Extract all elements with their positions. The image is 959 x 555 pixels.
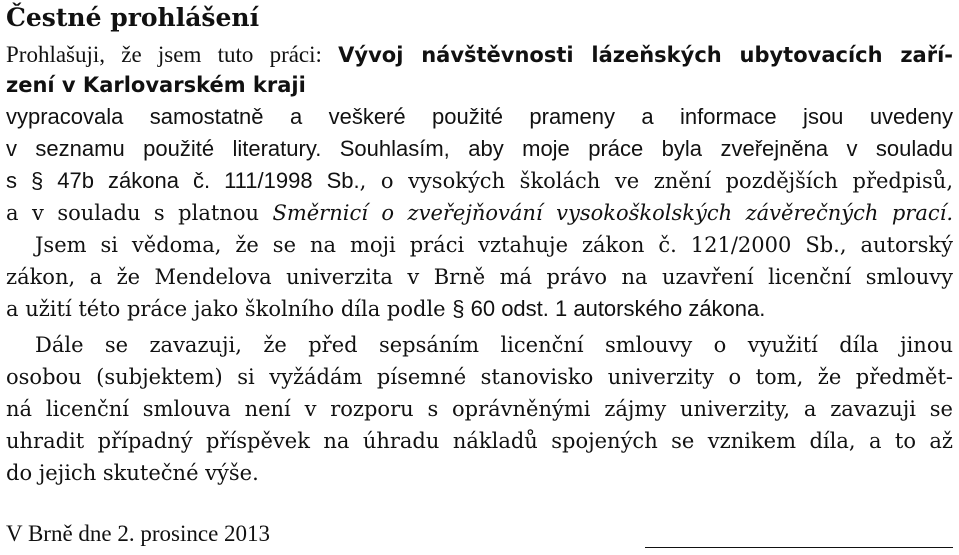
paragraph-line: uhradit případný příspěvek na úhradu nákladů spojených se vznikem díla, a to až	[6, 429, 953, 453]
paragraph-line	[6, 166, 953, 196]
paragraph-line: ná licenční smlouva není v rozporu s oprávněnými zájmy univerzity, a zavazuji se	[6, 397, 953, 421]
signature-line	[645, 547, 953, 548]
paragraph-line	[6, 40, 953, 70]
paragraph-line	[35, 230, 953, 260]
paragraph-line: osobou (subjektem) si vyžádám písemné stanovisko univerzity o tom, že předmět-	[6, 365, 953, 389]
paragraph-line: zákon, a že Mendelova univerzita v Brně má právo na uzavření licenční smlouvy	[6, 265, 953, 289]
paragraph-line: vypracovala samostatně a veškeré použité prameny a informace jsou uvedeny	[6, 104, 953, 129]
text-run: s § 47b zákona č. 111/1998 Sb.	[6, 168, 360, 193]
paragraph-line: do jejich skutečné výše.	[6, 461, 259, 485]
text-run: § 60 odst. 1 autorského zákona.	[452, 296, 766, 321]
thesis-title-continued: zení v Karlovarském kraji	[6, 73, 306, 97]
text-run: Prohlašuji, že jsem tuto práci:	[6, 42, 339, 67]
text-run: a v souladu s platnou	[6, 201, 273, 225]
paragraph-line	[6, 198, 953, 228]
directive-title: Směrnicí o zveřejňování vysokoškolských závěrečných prací.	[272, 201, 953, 225]
paragraph-line	[6, 70, 953, 100]
text-run: Jsem si vědoma, že se na moji práci vztahuje zákon č. 121/2000 Sb.	[35, 233, 840, 257]
paragraph-line	[6, 294, 953, 324]
text-run: a užití této práce jako školního díla podle	[6, 297, 453, 321]
thesis-title: Vývoj návštěvnosti lázeňských ubytovacích zaří-	[338, 43, 953, 67]
page-title: Čestné prohlášení	[6, 3, 260, 32]
text-run: , autorský	[839, 233, 953, 257]
paragraph-line: v seznamu použité literatury. Souhlasím, aby moje práce byla zveřejněna v souladu	[6, 136, 953, 161]
text-run: , o vysokých školách ve znění pozdějších předpisů,	[359, 169, 953, 193]
date-line: V Brně dne 2. prosince 2013	[6, 521, 271, 546]
paragraph-line: Dále se zavazuji, že před sepsáním licenční smlouvy o využití díla jinou	[35, 333, 953, 357]
